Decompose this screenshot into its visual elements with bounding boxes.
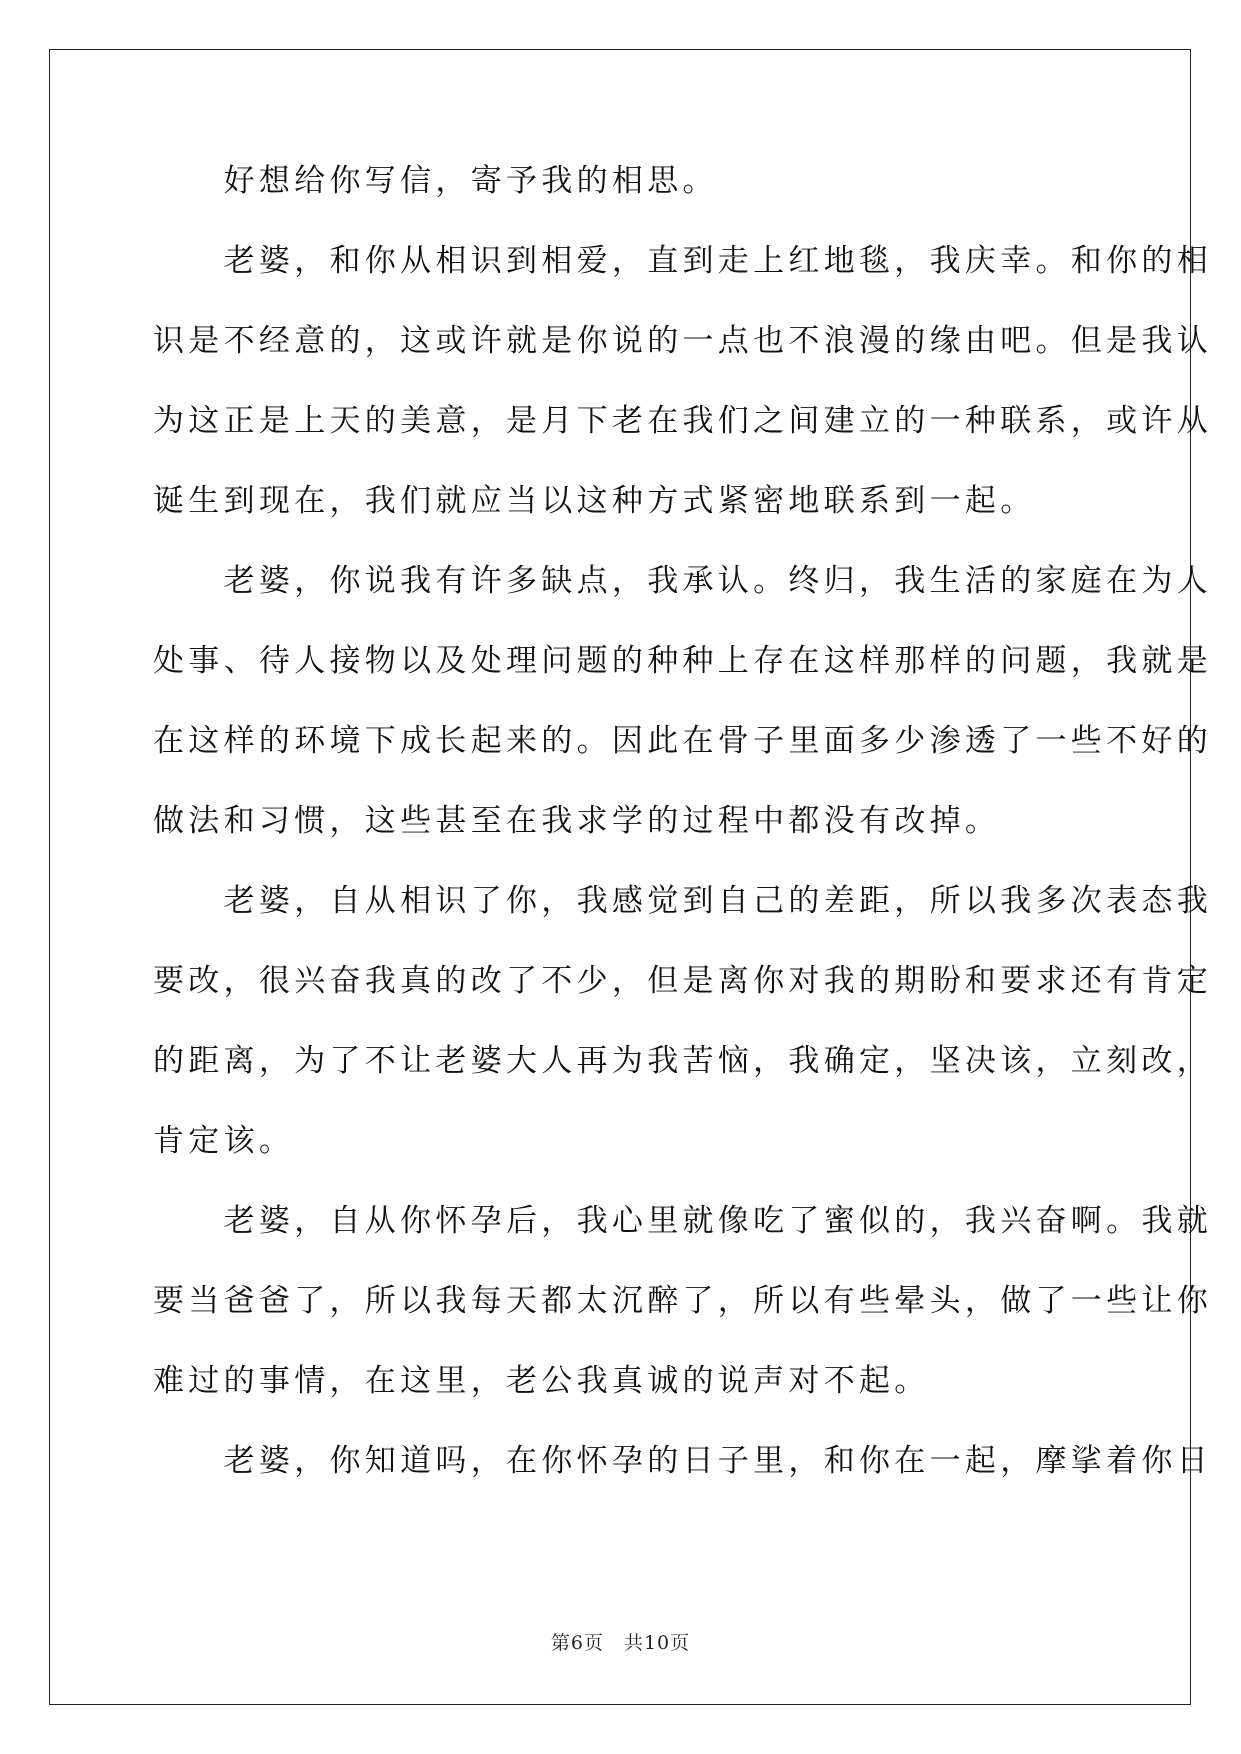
text-line: 老婆，和你从相识到相爱，直到走上红地毯，我庆幸。和你的相 — [153, 243, 1212, 279]
text-line: 好想给你写信，寄予我的相思。 — [153, 163, 718, 199]
text-line: 要改，很兴奋我真的改了不少，但是离你对我的期盼和要求还有肯定 — [153, 963, 1212, 999]
text-line: 老婆，自从你怀孕后，我心里就像吃了蜜似的，我兴奋啊。我就 — [153, 1203, 1212, 1239]
page-number-footer: 第6页 共10页 — [550, 1632, 691, 1654]
text-line: 的距离，为了不让老婆大人再为我苦恼，我确定，坚决该，立刻改， — [153, 1043, 1212, 1079]
text-line: 识是不经意的，这或许就是你说的一点也不浪漫的缘由吧。但是我认 — [153, 323, 1212, 359]
text-line: 要当爸爸了，所以我每天都太沉醉了，所以有些晕头，做了一些让你 — [153, 1283, 1212, 1319]
text-line: 处事、待人接物以及处理问题的种种上存在这样那样的问题，我就是 — [153, 643, 1212, 679]
document-body — [153, 156, 1212, 1516]
text-line: 难过的事情，在这里，老公我真诚的说声对不起。 — [153, 1363, 930, 1399]
text-line: 老婆，你说我有许多缺点，我承认。终归，我生活的家庭在为人 — [153, 563, 1212, 599]
text-line: 在这样的环境下成长起来的。因此在骨子里面多少渗透了一些不好的 — [153, 723, 1212, 759]
text-line: 老婆，你知道吗，在你怀孕的日子里，和你在一起，摩挲着你日 — [153, 1443, 1212, 1479]
text-line: 肯定该。 — [153, 1123, 295, 1159]
text-line: 做法和习惯，这些甚至在我求学的过程中都没有改掉。 — [153, 803, 1001, 839]
text-line: 为这正是上天的美意，是月下老在我们之间建立的一种联系，或许从 — [153, 403, 1212, 439]
text-line: 诞生到现在，我们就应当以这种方式紧密地联系到一起。 — [153, 483, 1036, 519]
text-line: 老婆，自从相识了你，我感觉到自己的差距，所以我多次表态我 — [153, 883, 1212, 919]
